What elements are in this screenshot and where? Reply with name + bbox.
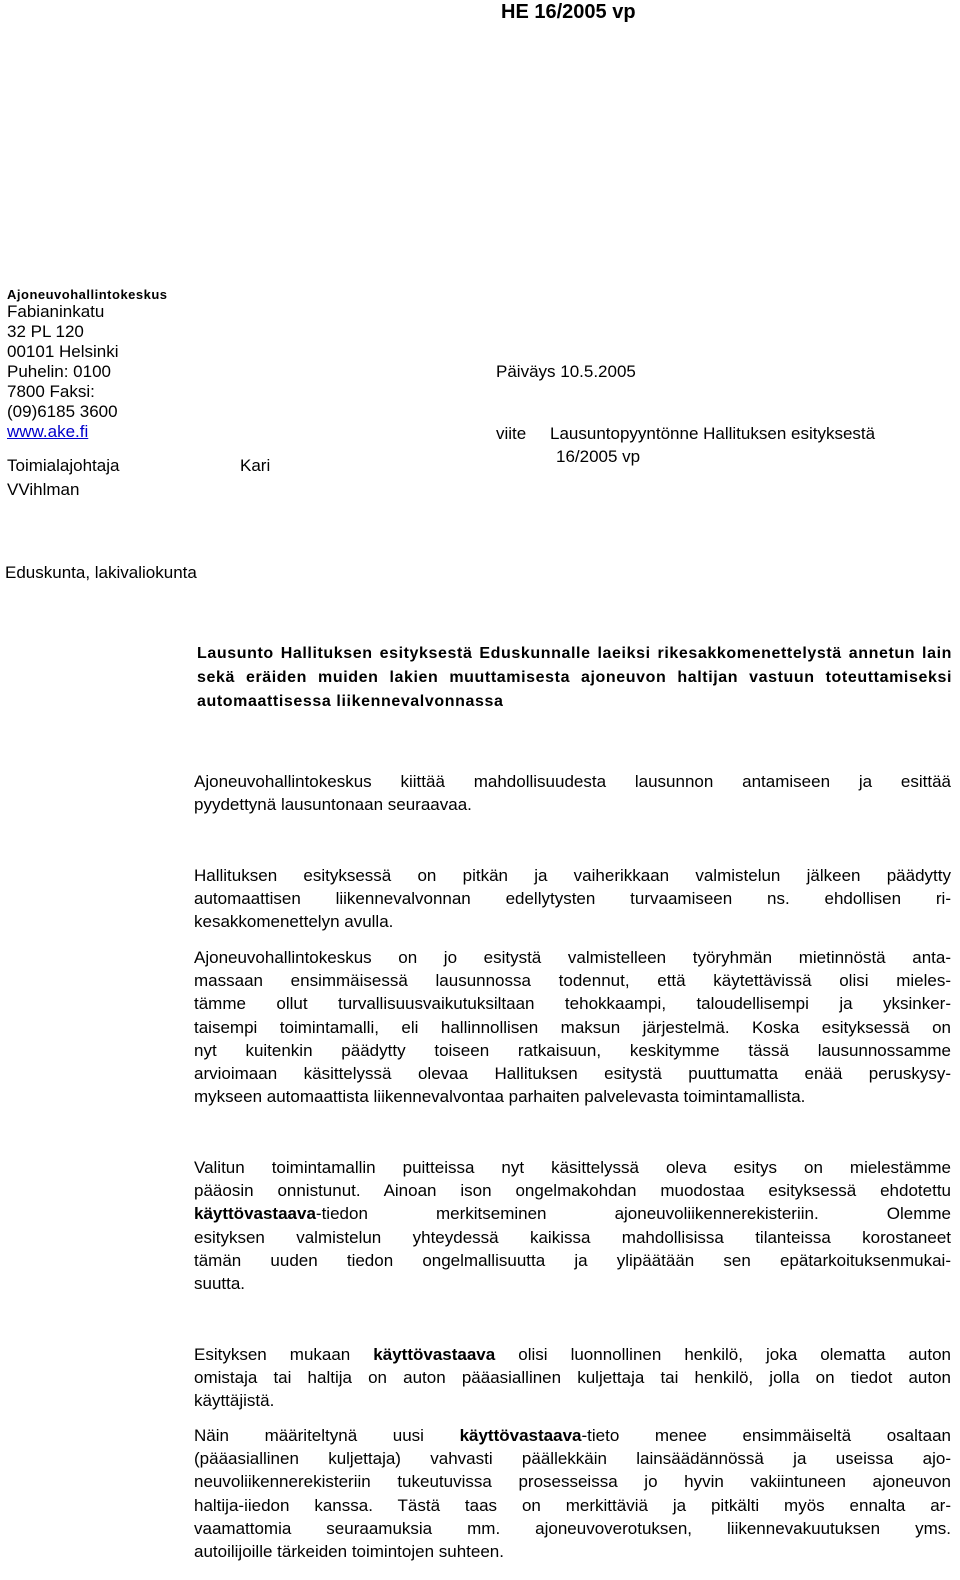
paragraph-line: haltija-iiedon kanssa. Tästä taas on merkittäviä ja pitkälti myös ennalta ar- [194, 1495, 951, 1515]
paragraph-line: omistaja tai haltija on auton pääasiallinen kuljettaja tai henkilö, jolla on tiedot auton [194, 1368, 951, 1388]
paragraph-5 [194, 1343, 951, 1413]
paragraph-line: esityksen valmistelun yhteydessä kaikissa mahdollisissa tilanteissa korostaneet [194, 1227, 951, 1247]
paragraph-line: taisempi toimintamalli, eli hallinnollisen maksun järjestelmä. Koska esityksessä on [194, 1017, 951, 1037]
paragraph-line: Ajoneuvohallintokeskus kiittää mahdollisuudesta lausunnon antamiseen ja esittää [194, 772, 951, 791]
paragraph-line: vaamattomia seuraamuksia mm. ajoneuvoverotuksen, liikennevakuutuksen yms. [194, 1518, 951, 1538]
paragraph-line-rest: -tieto menee ensimmäiseltä osaltaan [581, 1426, 951, 1445]
website-link[interactable]: www.ake.fi [7, 422, 89, 441]
date-line: Päiväys 10.5.2005 [496, 362, 636, 381]
paragraph-line: mykseen automaattista liikennevalvontaa parhaiten palvelevasta toimintamallista. [194, 1087, 806, 1107]
address-line: Puhelin: 0100 [7, 362, 111, 381]
sender-organization: Ajoneuvohallintokeskus [7, 287, 168, 302]
paragraph-line: tämme ollut turvallisuusvaikutuksiltaan tehokkaampi, taloudellisempi ja yksinker- [194, 994, 951, 1014]
paragraph-line: tämän uuden tiedon ongelmallisuutta ja ylipäätään sen epätarkoituksenmukai- [194, 1250, 951, 1270]
paragraph-line-start: Näin määriteltynä uusi [194, 1426, 460, 1445]
paragraph-line: kesakkomenettelyn avulla. [194, 912, 394, 932]
paragraph-line: autoilijoille tärkeiden toimintojen suhteen. [194, 1542, 504, 1562]
paragraph-6 [194, 1424, 951, 1563]
signer-title: Toimialajohtaja [7, 456, 120, 475]
paragraph-line [194, 1343, 951, 1366]
paragraph-line: massaan ensimmäisessä lausunnossa todennut, että käytettävissä olisi mieles- [194, 971, 951, 991]
paragraph-line: Valitun toimintamallin puitteissa nyt käsittelyssä oleva esitys on mielestämme [194, 1158, 951, 1177]
paragraph-line: arvioimaan käsittelyssä olevaa Hallituksen esitystä puuttumatta enää peruskysy- [194, 1064, 951, 1084]
signer-first-name: Kari [240, 456, 271, 475]
paragraph-line: pyydettynä lausuntonaan seuraavaa. [194, 795, 472, 815]
address-line: 00101 Helsinki [7, 342, 119, 361]
paragraph-line: neuvoliikennerekisteriin tukeutuvissa prosesseissa jo hyvin vakiintuneen ajoneuvon [194, 1472, 951, 1492]
term-kayttovastaava: käyttövastaava [459, 1426, 582, 1445]
address-line: (09)6185 3600 [7, 402, 118, 421]
subject-heading: Lausunto Hallituksen esityksestä Eduskunnalle laeiksi rikesakkomenettelystä annetun lain sekä eräiden muiden lakien muuttamisesta ajoneuvon haltijan vastuun toteuttamiseksi automaattisessa liikennevalvonnassa [197, 645, 952, 710]
paragraph-line-rest: -tiedon merkitseminen ajoneuvoliikennerekisteriin. Olemme [315, 1204, 951, 1224]
paragraph-line: pääosin onnistunut. Ainoan ison ongelmakohdan muodostaa esityksessä ehdotettu [194, 1181, 951, 1201]
paragraph-4 [194, 1156, 951, 1295]
paragraph-line [194, 1424, 951, 1447]
paragraph-line [194, 1202, 951, 1225]
paragraph-line: nyt kuitenkin päädytty toiseen ratkaisuun, keskitymme tässä lausunnossamme [194, 1040, 951, 1060]
term-kayttovastaava: käyttövastaava [194, 1204, 316, 1224]
paragraph-line: Ajoneuvohallintokeskus on jo esitystä valmistelleen työryhmän mietinnöstä anta- [194, 948, 951, 967]
reference-label: viite [496, 424, 527, 443]
paragraph-line-start: Esityksen mukaan [194, 1345, 374, 1364]
term-kayttovastaava: käyttövastaava [373, 1345, 496, 1364]
reference-text: Lausuntopyyntönne Hallituksen esityksestä [550, 424, 876, 443]
address-line: 32 PL 120 [7, 322, 84, 341]
paragraph-line: käyttäjistä. [194, 1391, 275, 1411]
recipient: Eduskunta, lakivaliokunta [5, 563, 197, 582]
paragraph-3 [194, 946, 951, 1108]
paragraph-line: (pääasiallinen kuljettaja) vahvasti päällekkäin lainsäädännössä ja useissa ajo- [194, 1449, 951, 1469]
paragraph-line-rest: olisi luonnollinen henkilö, joka olematta auton [495, 1345, 951, 1364]
paragraph-line: Hallituksen esityksessä on pitkän ja vaiherikkaan valmistelun jälkeen päädytty [194, 866, 951, 885]
reference-text-continued: 16/2005 vp [556, 447, 641, 466]
signer-last-name: VVihlman [7, 480, 80, 499]
document-id-header: HE 16/2005 vp [501, 1, 636, 23]
paragraph-line: automaattisen liikennevalvonnan edellytysten turvaamiseen ns. ehdollisen ri- [194, 889, 951, 909]
address-line: 7800 Faksi: [7, 382, 95, 401]
paragraph-1 [194, 770, 951, 816]
paragraph-2 [194, 864, 951, 934]
paragraph-line: suutta. [194, 1274, 246, 1294]
address-line: Fabianinkatu [7, 302, 105, 321]
